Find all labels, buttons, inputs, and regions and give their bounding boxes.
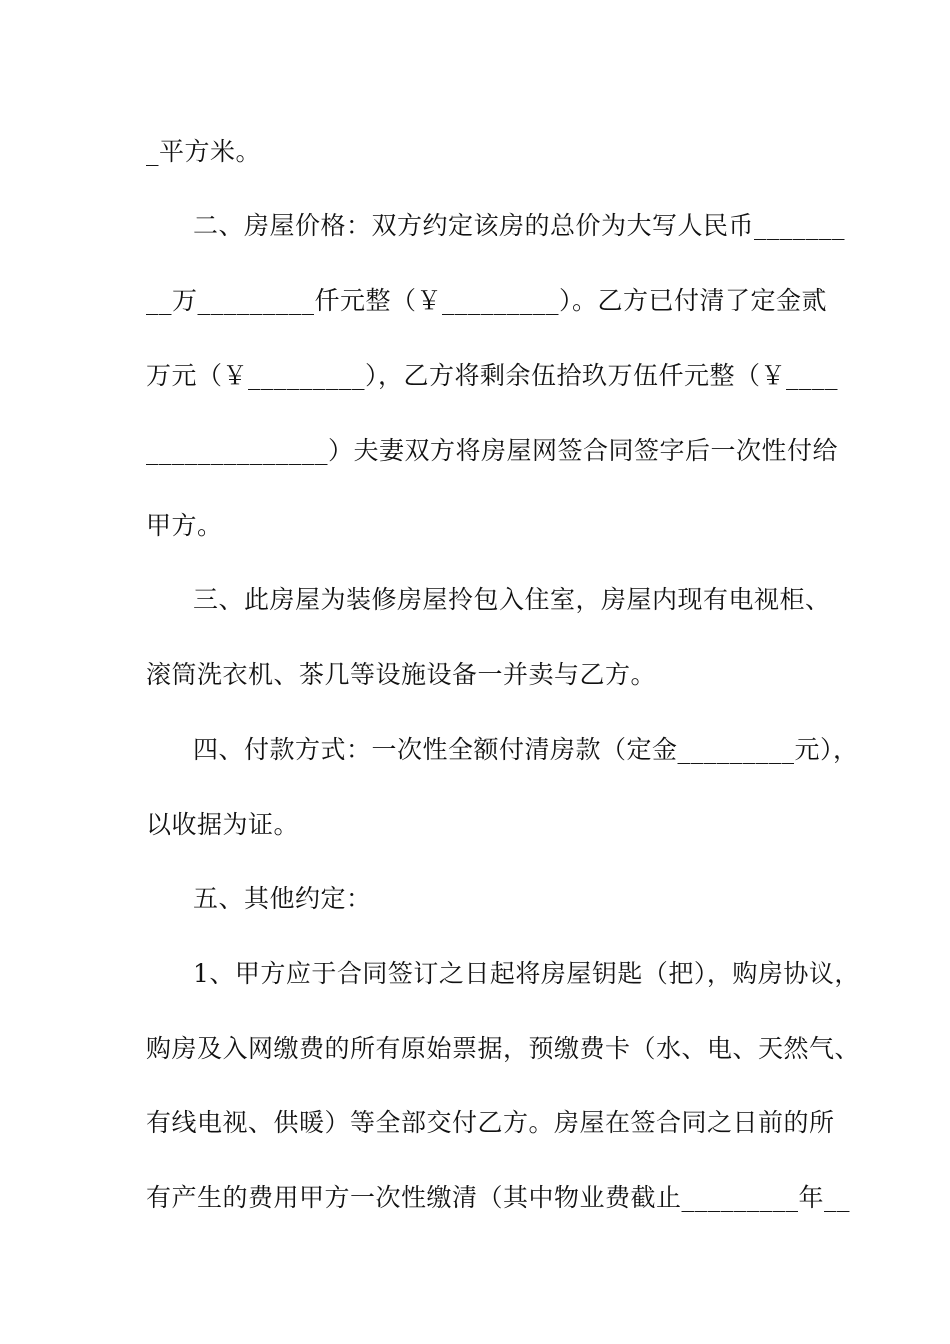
text-line: 以收据为证。 — [146, 810, 300, 839]
text-line: __万_________仟元整（￥_________）。乙方已付清了定金贰 — [146, 286, 828, 315]
text-line: 三、此房屋为装修房屋拎包入住室，房屋内现有电视柜、 — [193, 585, 831, 614]
text-line: 四、付款方式：一次性全额付清房款（定金_________元）， — [193, 735, 859, 764]
text-line: 有线电视、供暖）等全部交付乙方。房屋在签合同之日前的所 — [146, 1108, 835, 1137]
text-line: _平方米。 — [146, 137, 262, 166]
text-line: 甲方。 — [146, 511, 223, 540]
text-line: 滚筒洗衣机、茶几等设施设备一并卖与乙方。 — [146, 660, 657, 689]
text-line: 二、房屋价格：双方约定该房的总价为大写人民币_______ — [193, 211, 846, 240]
text-line: 购房及入网缴费的所有原始票据，预缴费卡（水、电、天然气、 — [146, 1034, 861, 1063]
text-line: ______________）夫妻双方将房屋网签合同签字后一次性付给 — [146, 436, 839, 465]
text-line: 有产生的费用甲方一次性缴清（其中物业费截止_________年__ — [146, 1183, 851, 1212]
text-line: 万元（￥_________），乙方将剩余伍拾玖万伍仟元整（￥____ — [146, 361, 839, 390]
text-line: 1、甲方应于合同签订之日起将房屋钥匙（把），购房协议， — [193, 959, 860, 988]
text-line: 五、其他约定： — [193, 884, 372, 913]
